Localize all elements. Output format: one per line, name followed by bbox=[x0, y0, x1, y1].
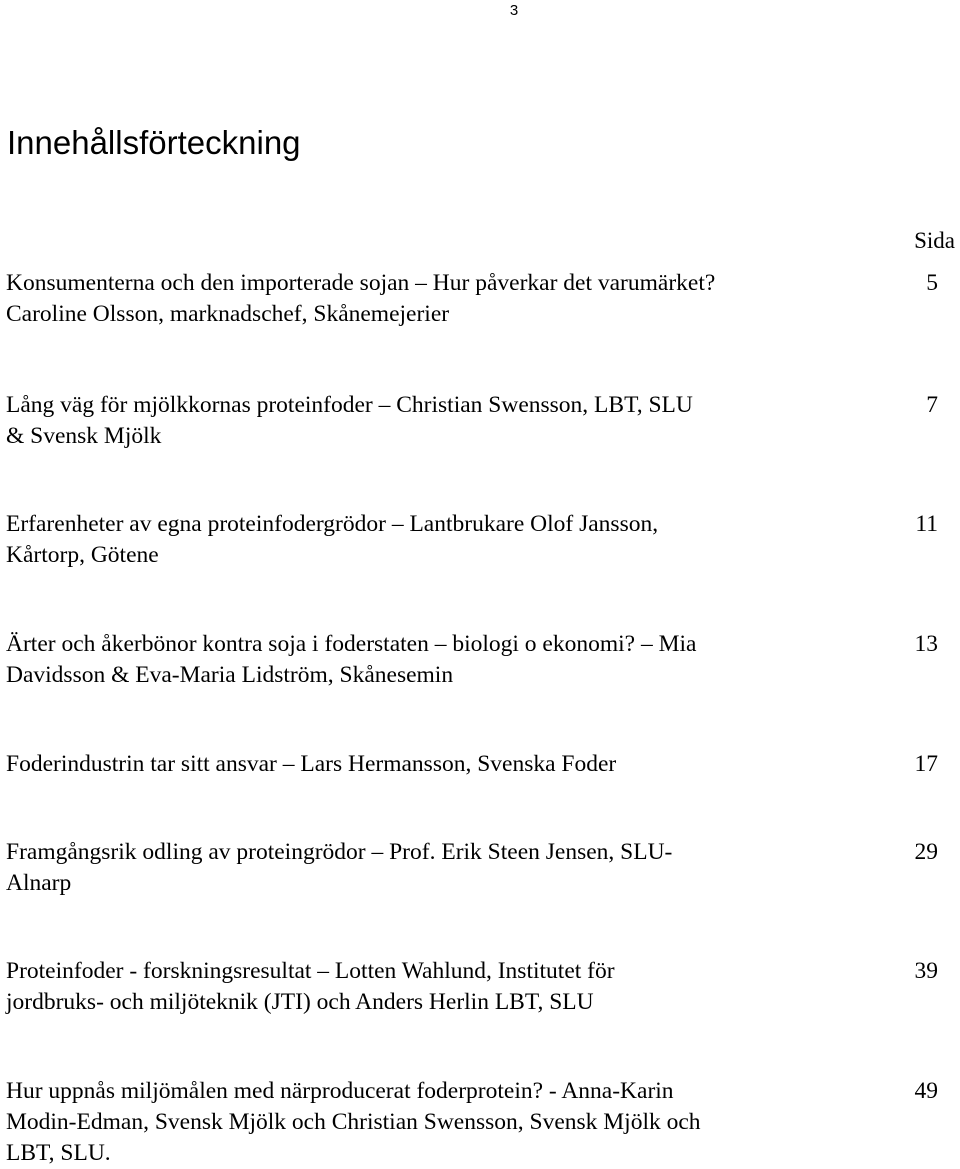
toc-entry-line: Caroline Olsson, marknadschef, Skånemejerier bbox=[6, 301, 450, 327]
toc-entry-page: 39 bbox=[914, 958, 938, 984]
toc-entry bbox=[6, 956, 960, 1018]
toc-entry-text bbox=[6, 509, 806, 571]
toc-entry bbox=[6, 268, 960, 330]
toc-entry-page: 29 bbox=[914, 839, 938, 865]
toc-entry-text bbox=[6, 268, 806, 330]
toc-entry-text bbox=[6, 629, 806, 691]
toc-entry-page: 7 bbox=[926, 392, 938, 418]
toc-entry-page: 13 bbox=[914, 631, 938, 657]
toc-entry-line: Ärter och åkerbönor kontra soja i foderstaten – biologi o ekonomi? – Mia bbox=[6, 631, 697, 657]
toc-entry-line: Modin-Edman, Svensk Mjölk och Christian Swensson, Svensk Mjölk och bbox=[6, 1109, 701, 1135]
toc-entry-line: Erfarenheter av egna proteinfodergrödor – Lantbrukare Olof Jansson, bbox=[6, 511, 659, 537]
toc-entry-line: Framgångsrik odling av proteingrödor – Prof. Erik Steen Jensen, SLU- bbox=[6, 839, 673, 865]
toc-entry-text bbox=[6, 956, 806, 1018]
page-column-header: Sida bbox=[914, 228, 955, 253]
page-number: 3 bbox=[509, 2, 519, 19]
toc-entry-line: jordbruks- och miljöteknik (JTI) och Anders Herlin LBT, SLU bbox=[6, 989, 594, 1015]
toc-entry bbox=[6, 749, 960, 780]
toc-entry-text bbox=[6, 837, 806, 899]
toc-title: Innehållsförteckning bbox=[7, 124, 301, 161]
toc-entry-line: Foderindustrin tar sitt ansvar – Lars Hermansson, Svenska Foder bbox=[6, 751, 617, 777]
toc-entry bbox=[6, 390, 960, 452]
toc-entry bbox=[6, 509, 960, 571]
toc-entry-line: Proteinfoder - forskningsresultat – Lotten Wahlund, Institutet för bbox=[6, 958, 615, 984]
toc-entry-page: 49 bbox=[914, 1078, 938, 1104]
toc-entry-line: Konsumenterna och den importerade sojan – Hur påverkar det varumärket? bbox=[6, 270, 716, 296]
toc-entry-line: Kårtorp, Götene bbox=[6, 542, 159, 568]
toc-entry-page: 5 bbox=[926, 270, 938, 296]
toc-entry-text bbox=[6, 390, 806, 452]
toc-entry bbox=[6, 837, 960, 899]
toc-entry-line: Alnarp bbox=[6, 870, 72, 896]
toc-entry-line: LBT, SLU. bbox=[6, 1140, 111, 1166]
toc-entry-text bbox=[6, 749, 806, 780]
toc-entry-line: Davidsson & Eva-Maria Lidström, Skånesemin bbox=[6, 662, 454, 688]
toc-entry bbox=[6, 629, 960, 691]
toc-entry bbox=[6, 1076, 960, 1169]
toc-entry-line: Hur uppnås miljömålen med närproducerat foderprotein? - Anna-Karin bbox=[6, 1078, 674, 1104]
toc-entry-line: Lång väg för mjölkkornas proteinfoder – Christian Swensson, LBT, SLU bbox=[6, 392, 693, 418]
toc-entry-page: 11 bbox=[915, 511, 938, 537]
toc-entry-page: 17 bbox=[914, 751, 938, 777]
toc-entry-line: & Svensk Mjölk bbox=[6, 423, 162, 449]
toc-entry-text bbox=[6, 1076, 806, 1169]
